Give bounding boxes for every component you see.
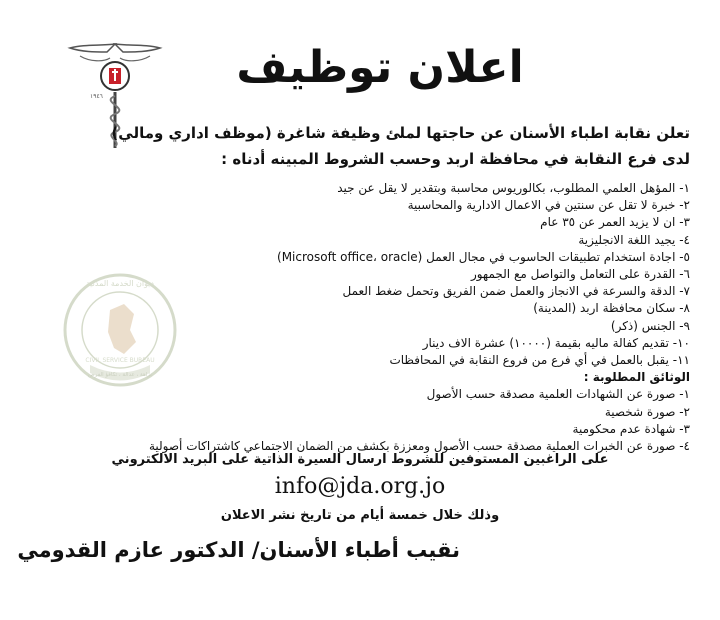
list-item: ٧- الدقة والسرعة في الانجاز والعمل ضمن الفريق وتحمل ضغط العمل [342,284,690,299]
svg-text:١٩٤٦: ١٩٤٦ [90,93,103,100]
intro-section [70,120,690,172]
watermark-motto: نزاهة ، عدالة ، تكافؤ الفرص [88,372,152,378]
list-item: ٣- شهادة عدم محكومية [572,421,690,436]
watermark-top-text: ديوان الخدمة المدنية [85,279,155,288]
documents-heading: الوثائق المطلوبة : [583,370,690,385]
intro-line: تعلن نقابة اطباء الأسنان عن حاجتها لملئ وظيفة شاغرة (موظف اداري ومالي) [111,124,690,142]
list-item: ١١- يقبل بالعمل في أي فرع من فروع النقابة في المحافظات [389,353,690,368]
signature: نقيب أطباء الأسنان/ الدكتور عازم القدومي [17,538,460,562]
list-item: ٢- صورة شخصية [604,404,690,419]
list-item: ٢- خبرة لا تقل عن سنتين في الاعمال الادارية والمحاسبية [407,198,690,213]
list-item: ٩- الجنس (ذكر) [610,318,690,333]
list-item: ٣- ان لا يزيد العمر عن ٣٥ عام [540,215,690,230]
list-item: ٨- سكان محافظة اربد (المدينة) [533,301,690,316]
page-title: اعلان توظيف [236,42,524,93]
watermark-bottom-text: CIVIL SERVICE BUREAU [85,357,155,364]
email-link[interactable]: info@jda.org.jo [274,474,446,499]
list-item: ١- المؤهل العلمي المطلوب، بكالوريوس محاسبة وبتقدير لا يقل عن جيد [337,181,690,195]
intro-line: لدى فرع النقابة في محافظة اربد وحسب الشروط المبينه أدناه : [221,150,690,168]
list-item: ٦- القدرة على التعامل والتواصل مع الجمهور [470,267,690,282]
list-item: ٤- صورة عن الخبرات العملية مصدقة حسب الأصول ومعززة بكشف من الضمان الاجتماعي كاشتراكات أصولية [148,439,690,454]
list-item: ١٠- تقديم كفالة ماليه بقيمة (١٠٠٠٠) عشرة الاف دينار [422,335,690,350]
deadline-note: وذلك خلال خمسة أيام من تاريخ نشر الاعلان [220,508,500,523]
list-item: ١- صورة عن الشهادات العلمية مصدقة حسب الأصول [426,387,690,402]
apply-instructions: على الراغبين المستوفين للشروط ارسال السيرة الذاتية على البريد الالكتروني [111,452,609,467]
requirements-list [50,180,690,455]
list-item: ٥- اجادة استخدام تطبيقات الحاسوب في مجال العمل (Microsoft office، oracle) [277,249,690,264]
list-item: ٤- يجيد اللغة الانجليزية [578,232,690,247]
